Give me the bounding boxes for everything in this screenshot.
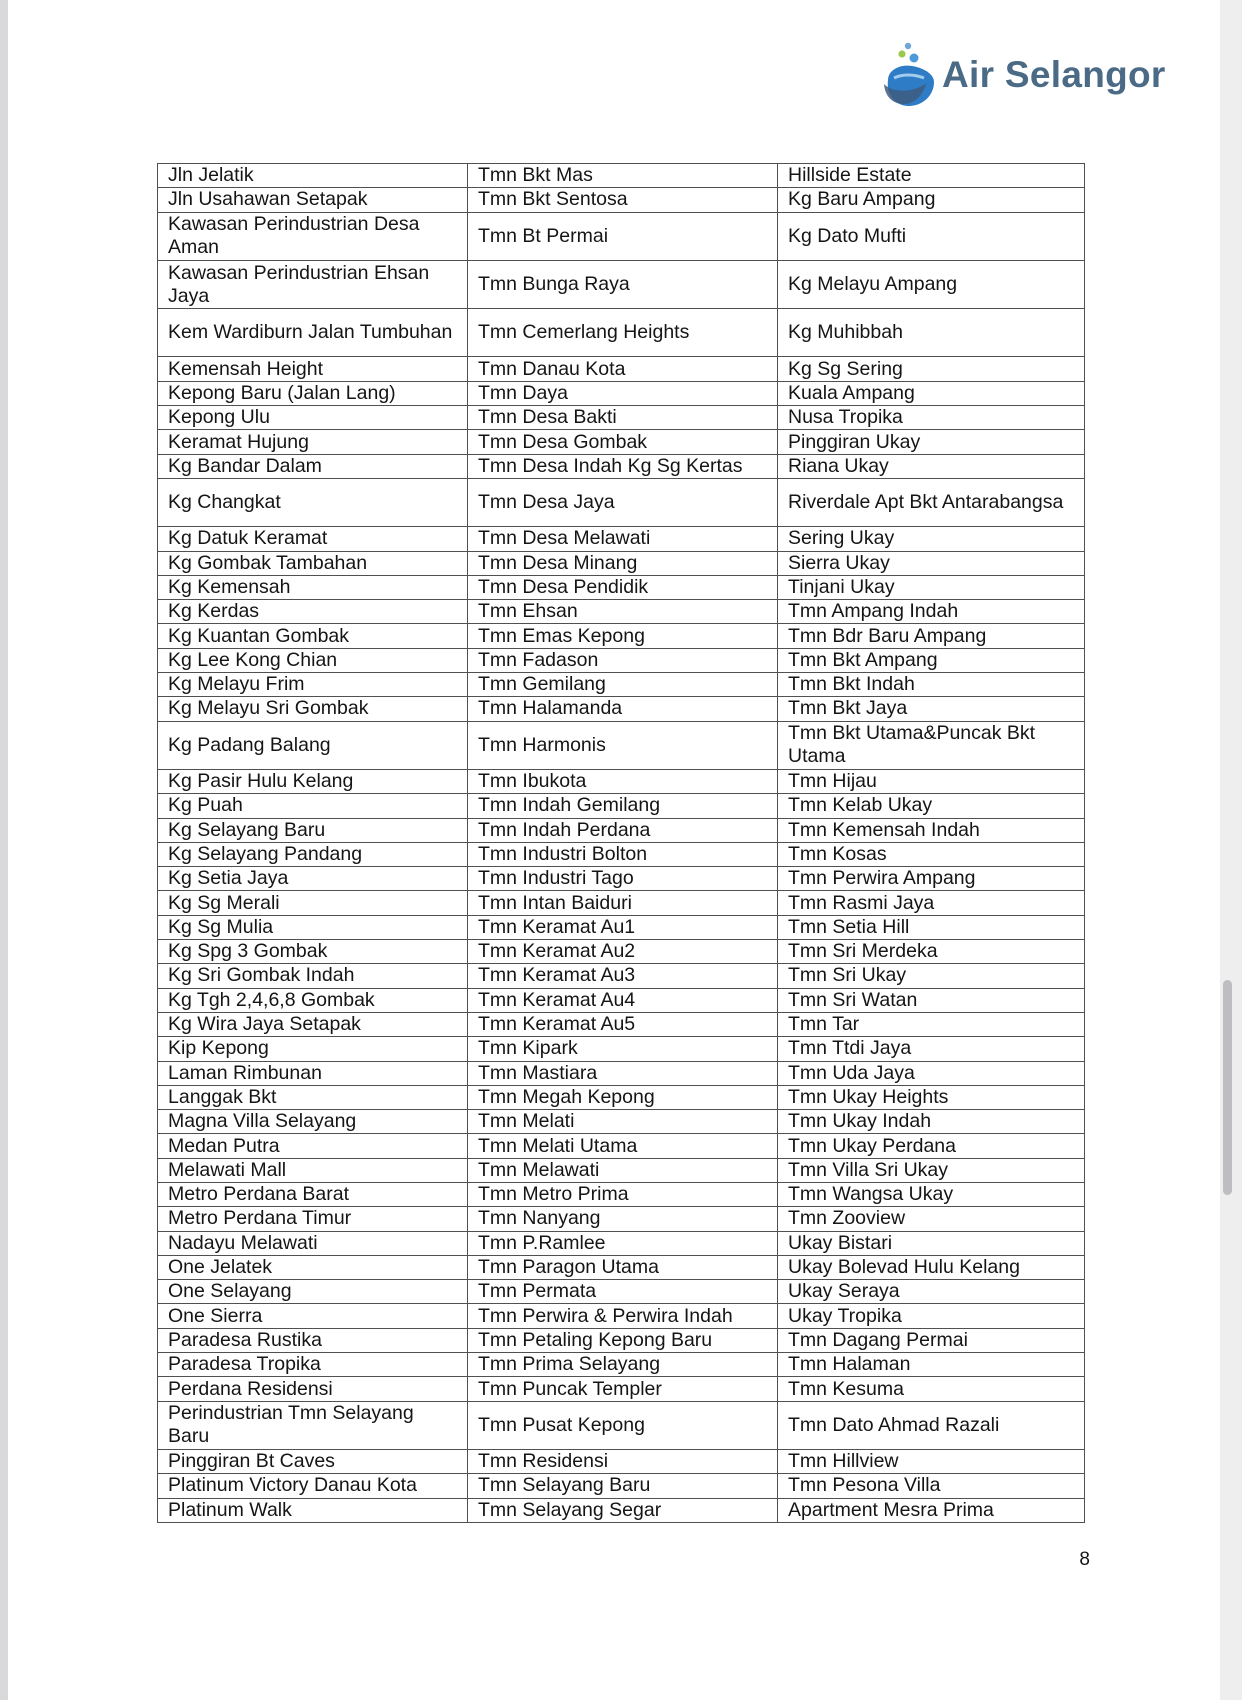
table-row [158, 1110, 1085, 1134]
table-cell: Tmn Nanyang [468, 1207, 778, 1231]
table-cell: Tmn Dato Ahmad Razali [778, 1401, 1085, 1449]
water-drop-icon [878, 40, 940, 110]
table-cell: Tmn Desa Pendidik [468, 575, 778, 599]
table-cell: One Selayang [158, 1280, 468, 1304]
table-cell: Tmn Tar [778, 1012, 1085, 1036]
page-number: 8 [1079, 1549, 1090, 1570]
table-cell: Laman Rimbunan [158, 1061, 468, 1085]
table-cell: Tmn Selayang Segar [468, 1498, 778, 1522]
table-cell: Tmn Sri Ukay [778, 964, 1085, 988]
table-cell: Jln Usahawan Setapak [158, 188, 468, 212]
table-cell: Tmn Bkt Sentosa [468, 188, 778, 212]
table-cell: Platinum Victory Danau Kota [158, 1474, 468, 1498]
table-row [158, 1134, 1085, 1158]
table-cell: Tmn Paragon Utama [468, 1255, 778, 1279]
table-cell: Tmn Desa Bakti [468, 406, 778, 430]
table-row [158, 891, 1085, 915]
table-row [158, 430, 1085, 454]
table-cell: Tmn Halamanda [468, 697, 778, 721]
table-cell: Tmn P.Ramlee [468, 1231, 778, 1255]
table-cell: Tmn Pusat Kepong [468, 1401, 778, 1449]
table-cell: Riverdale Apt Bkt Antarabangsa [778, 478, 1085, 526]
table-cell: Apartment Mesra Prima [778, 1498, 1085, 1522]
table-row [158, 1474, 1085, 1498]
table-row [158, 1377, 1085, 1401]
table-cell: Tmn Villa Sri Ukay [778, 1158, 1085, 1182]
table-row [158, 164, 1085, 188]
table-cell: Keramat Hujung [158, 430, 468, 454]
table-cell: Tmn Sri Merdeka [778, 940, 1085, 964]
locations-table [157, 163, 1085, 1523]
table-cell: Tmn Bkt Indah [778, 673, 1085, 697]
table-cell: Tmn Bkt Jaya [778, 697, 1085, 721]
table-row [158, 648, 1085, 672]
table-cell: Kg Padang Balang [158, 721, 468, 769]
table-cell: Tmn Emas Kepong [468, 624, 778, 648]
table-cell: Ukay Bistari [778, 1231, 1085, 1255]
table-cell: Paradesa Tropika [158, 1353, 468, 1377]
table-cell: Tmn Residensi [468, 1449, 778, 1473]
table-cell: Kg Wira Jaya Setapak [158, 1012, 468, 1036]
table-cell: Kg Sg Merali [158, 891, 468, 915]
table-row [158, 867, 1085, 891]
table-cell: Tmn Desa Jaya [468, 478, 778, 526]
table-row [158, 575, 1085, 599]
table-cell: Kg Sg Mulia [158, 915, 468, 939]
table-cell: Tmn Setia Hill [778, 915, 1085, 939]
table-row [158, 915, 1085, 939]
table-cell: Tmn Mastiara [468, 1061, 778, 1085]
table-row [158, 454, 1085, 478]
table-cell: Tmn Bt Permai [468, 212, 778, 260]
table-cell: Tmn Keramat Au4 [468, 988, 778, 1012]
table-row [158, 1255, 1085, 1279]
table-cell: Kg Sri Gombak Indah [158, 964, 468, 988]
table-row [158, 1498, 1085, 1522]
table-cell: Kepong Ulu [158, 406, 468, 430]
table-cell: Tmn Hijau [778, 769, 1085, 793]
table-cell: Kg Selayang Pandang [158, 842, 468, 866]
table-cell: One Jelatek [158, 1255, 468, 1279]
table-cell: Tmn Daya [468, 381, 778, 405]
brand-name: Air Selangor [942, 54, 1166, 95]
table-cell: Tmn Ukay Indah [778, 1110, 1085, 1134]
table-cell: One Sierra [158, 1304, 468, 1328]
table-cell: Tmn Indah Gemilang [468, 794, 778, 818]
table-cell: Tmn Wangsa Ukay [778, 1182, 1085, 1206]
table-cell: Tmn Prima Selayang [468, 1353, 778, 1377]
table-row [158, 721, 1085, 769]
table-cell: Kg Spg 3 Gombak [158, 940, 468, 964]
table-cell: Perindustrian Tmn Selayang Baru [158, 1401, 468, 1449]
table-cell: Kem Wardiburn Jalan Tumbuhan [158, 309, 468, 357]
table-cell: Ukay Seraya [778, 1280, 1085, 1304]
table-cell: Kg Kemensah [158, 575, 468, 599]
table-row [158, 769, 1085, 793]
table-cell: Tmn Fadason [468, 648, 778, 672]
table-cell: Tmn Keramat Au2 [468, 940, 778, 964]
table-cell: Kg Sg Sering [778, 357, 1085, 381]
table-row [158, 551, 1085, 575]
brand-logo [878, 40, 1178, 110]
table-cell: Kg Puah [158, 794, 468, 818]
table-row [158, 1280, 1085, 1304]
table-cell: Kawasan Perindustrian Ehsan Jaya [158, 260, 468, 308]
table-cell: Metro Perdana Barat [158, 1182, 468, 1206]
table-cell: Tmn Desa Minang [468, 551, 778, 575]
table-cell: Tmn Melawati [468, 1158, 778, 1182]
table-row [158, 478, 1085, 526]
table-cell: Hillside Estate [778, 164, 1085, 188]
table-cell: Kg Melayu Frim [158, 673, 468, 697]
table-row [158, 673, 1085, 697]
table-cell: Tmn Ibukota [468, 769, 778, 793]
table-cell: Tmn Melati [468, 1110, 778, 1134]
table-cell: Tmn Danau Kota [468, 357, 778, 381]
table-cell: Tmn Uda Jaya [778, 1061, 1085, 1085]
table-cell: Ukay Tropika [778, 1304, 1085, 1328]
table-cell: Tmn Bdr Baru Ampang [778, 624, 1085, 648]
table-cell: Paradesa Rustika [158, 1328, 468, 1352]
table-row [158, 1061, 1085, 1085]
table-row [158, 794, 1085, 818]
table-cell: Tmn Ampang Indah [778, 600, 1085, 624]
table-cell: Tmn Ttdi Jaya [778, 1037, 1085, 1061]
table-row [158, 212, 1085, 260]
table-cell: Kg Dato Mufti [778, 212, 1085, 260]
table-cell: Tmn Halaman [778, 1353, 1085, 1377]
table-cell: Tmn Bkt Mas [468, 164, 778, 188]
table-cell: Langgak Bkt [158, 1085, 468, 1109]
table-cell: Tmn Bkt Utama&Puncak Bkt Utama [778, 721, 1085, 769]
table-row [158, 600, 1085, 624]
table-row [158, 1037, 1085, 1061]
table-cell: Tmn Kemensah Indah [778, 818, 1085, 842]
table-cell: Tmn Bkt Ampang [778, 648, 1085, 672]
scrollbar-thumb[interactable] [1223, 980, 1232, 1195]
table-cell: Tmn Melati Utama [468, 1134, 778, 1158]
table-cell: Kg Muhibbah [778, 309, 1085, 357]
table-cell: Tmn Dagang Permai [778, 1328, 1085, 1352]
table-cell: Tmn Keramat Au5 [468, 1012, 778, 1036]
table-cell: Tmn Gemilang [468, 673, 778, 697]
table-cell: Tmn Keramat Au1 [468, 915, 778, 939]
table-cell: Tmn Cemerlang Heights [468, 309, 778, 357]
table-cell: Metro Perdana Timur [158, 1207, 468, 1231]
table-cell: Tmn Perwira & Perwira Indah [468, 1304, 778, 1328]
table-cell: Tmn Ukay Perdana [778, 1134, 1085, 1158]
table-cell: Kg Baru Ampang [778, 188, 1085, 212]
table-cell: Kuala Ampang [778, 381, 1085, 405]
table-row [158, 1353, 1085, 1377]
table-cell: Tmn Indah Perdana [468, 818, 778, 842]
table-cell: Kg Selayang Baru [158, 818, 468, 842]
table-cell: Tmn Megah Kepong [468, 1085, 778, 1109]
table-row [158, 964, 1085, 988]
table-cell: Kg Gombak Tambahan [158, 551, 468, 575]
table-cell: Tinjani Ukay [778, 575, 1085, 599]
table-cell: Kawasan Perindustrian Desa Aman [158, 212, 468, 260]
table-cell: Tmn Ukay Heights [778, 1085, 1085, 1109]
table-cell: Sering Ukay [778, 527, 1085, 551]
table-cell: Kg Changkat [158, 478, 468, 526]
table-cell: Sierra Ukay [778, 551, 1085, 575]
table-cell: Perdana Residensi [158, 1377, 468, 1401]
table-row [158, 1158, 1085, 1182]
table-cell: Tmn Selayang Baru [468, 1474, 778, 1498]
table-cell: Tmn Kesuma [778, 1377, 1085, 1401]
table-cell: Kg Pasir Hulu Kelang [158, 769, 468, 793]
table-row [158, 988, 1085, 1012]
table-cell: Jln Jelatik [158, 164, 468, 188]
table-cell: Kg Melayu Ampang [778, 260, 1085, 308]
table-row [158, 1449, 1085, 1473]
table-cell: Tmn Bunga Raya [468, 260, 778, 308]
table-cell: Tmn Petaling Kepong Baru [468, 1328, 778, 1352]
table-cell: Kg Datuk Keramat [158, 527, 468, 551]
table-row [158, 1231, 1085, 1255]
table-row [158, 1328, 1085, 1352]
table-cell: Melawati Mall [158, 1158, 468, 1182]
table-cell: Ukay Bolevad Hulu Kelang [778, 1255, 1085, 1279]
table-cell: Tmn Permata [468, 1280, 778, 1304]
table-cell: Tmn Kelab Ukay [778, 794, 1085, 818]
table-row [158, 842, 1085, 866]
table-cell: Tmn Harmonis [468, 721, 778, 769]
table-cell: Kg Setia Jaya [158, 867, 468, 891]
table-cell: Kg Tgh 2,4,6,8 Gombak [158, 988, 468, 1012]
table-cell: Platinum Walk [158, 1498, 468, 1522]
table-row [158, 406, 1085, 430]
table-cell: Kemensah Height [158, 357, 468, 381]
table-cell: Tmn Sri Watan [778, 988, 1085, 1012]
table-cell: Kg Kuantan Gombak [158, 624, 468, 648]
table-row [158, 1207, 1085, 1231]
table-cell: Tmn Desa Melawati [468, 527, 778, 551]
table-cell: Tmn Industri Tago [468, 867, 778, 891]
table-cell: Kg Lee Kong Chian [158, 648, 468, 672]
table-row [158, 309, 1085, 357]
table-cell: Tmn Rasmi Jaya [778, 891, 1085, 915]
table-row [158, 697, 1085, 721]
table-cell: Tmn Ehsan [468, 600, 778, 624]
scrollbar-track[interactable] [1220, 0, 1242, 1700]
table-cell: Tmn Industri Bolton [468, 842, 778, 866]
table-cell: Kip Kepong [158, 1037, 468, 1061]
table-cell: Medan Putra [158, 1134, 468, 1158]
table-row [158, 260, 1085, 308]
table-cell: Kg Kerdas [158, 600, 468, 624]
table-cell: Tmn Metro Prima [468, 1182, 778, 1206]
table-row [158, 818, 1085, 842]
table-cell: Tmn Intan Baiduri [468, 891, 778, 915]
table-row [158, 940, 1085, 964]
table-cell: Nusa Tropika [778, 406, 1085, 430]
table-row [158, 1401, 1085, 1449]
table-row [158, 1085, 1085, 1109]
table-row [158, 1182, 1085, 1206]
table-row [158, 1012, 1085, 1036]
table-cell: Riana Ukay [778, 454, 1085, 478]
table-cell: Tmn Desa Gombak [468, 430, 778, 454]
table-row [158, 188, 1085, 212]
table-cell: Tmn Zooview [778, 1207, 1085, 1231]
table-cell: Tmn Puncak Templer [468, 1377, 778, 1401]
table-row [158, 357, 1085, 381]
table-cell: Pinggiran Bt Caves [158, 1449, 468, 1473]
table-cell: Kg Melayu Sri Gombak [158, 697, 468, 721]
table-cell: Tmn Kipark [468, 1037, 778, 1061]
table-cell: Magna Villa Selayang [158, 1110, 468, 1134]
table-cell: Tmn Keramat Au3 [468, 964, 778, 988]
table-cell: Tmn Kosas [778, 842, 1085, 866]
table-cell: Tmn Hillview [778, 1449, 1085, 1473]
table-row [158, 624, 1085, 648]
table-cell: Tmn Desa Indah Kg Sg Kertas [468, 454, 778, 478]
table-cell: Pinggiran Ukay [778, 430, 1085, 454]
table-cell: Kepong Baru (Jalan Lang) [158, 381, 468, 405]
table-row [158, 527, 1085, 551]
table-cell: Tmn Pesona Villa [778, 1474, 1085, 1498]
table-cell: Nadayu Melawati [158, 1231, 468, 1255]
table-row [158, 381, 1085, 405]
table-row [158, 1304, 1085, 1328]
table-cell: Kg Bandar Dalam [158, 454, 468, 478]
table-cell: Tmn Perwira Ampang [778, 867, 1085, 891]
